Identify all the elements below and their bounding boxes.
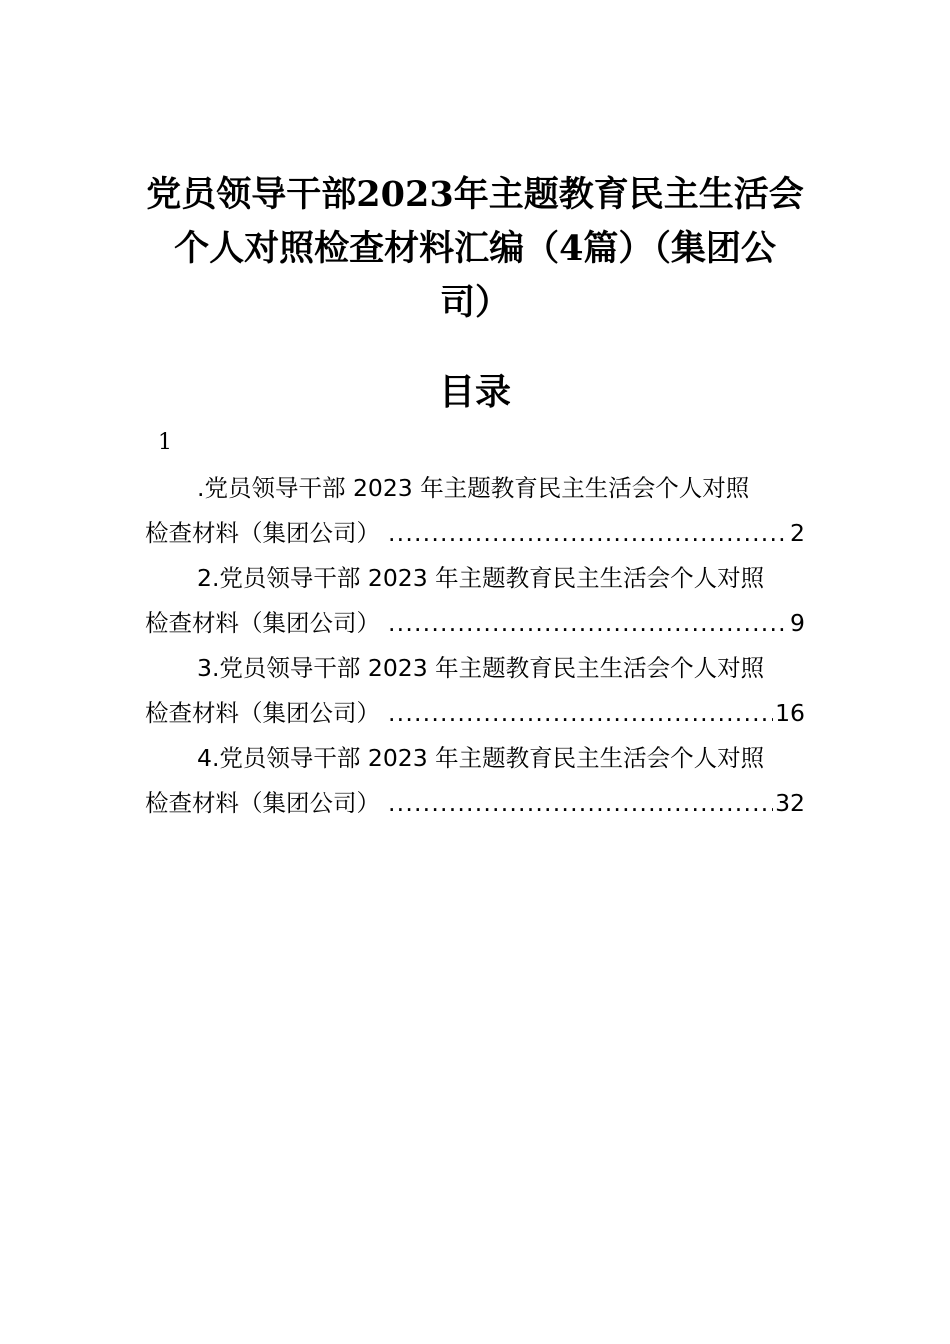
title-line-3: 司） (439, 282, 510, 323)
toc-entry-subtitle: 检查材料（集团公司） (145, 519, 380, 547)
toc-entry-4[interactable] (145, 736, 805, 826)
stray-list-number: 1 (158, 430, 172, 455)
toc-entry-title: 3.党员领导干部 2023 年主题教育民主生活会个人对照 (197, 654, 765, 682)
toc-entry-title: .党员领导干部 2023 年主题教育民主生活会个人对照 (197, 474, 750, 502)
toc-entry-1[interactable] (145, 466, 805, 556)
toc-entry-subtitle: 检查材料（集团公司） (145, 699, 380, 727)
toc-entry-continuation (145, 511, 805, 556)
toc-page-number: 9 (790, 609, 805, 637)
toc-entry-subtitle: 检查材料（集团公司） (145, 609, 380, 637)
toc-entry-continuation (145, 601, 805, 646)
toc-entry-3[interactable] (145, 646, 805, 736)
toc-page-number: 32 (775, 789, 805, 817)
document-title (130, 168, 820, 330)
toc-page-number: 2 (790, 519, 805, 547)
toc-entry-2[interactable] (145, 556, 805, 646)
title-line-1: 党员领导干部2023年主题教育民主生活会 (146, 174, 804, 215)
dot-leader (380, 781, 773, 826)
toc-page-number: 16 (775, 699, 805, 727)
toc-entry-subtitle: 检查材料（集团公司） (145, 789, 380, 817)
toc-entry-continuation (145, 691, 805, 736)
title-line-2: 个人对照检查材料汇编（4篇）（集团公 (174, 228, 776, 269)
toc-entry-title: 4.党员领导干部 2023 年主题教育民主生活会个人对照 (197, 744, 765, 772)
dot-leader (380, 691, 773, 736)
toc-entry-continuation (145, 781, 805, 826)
table-of-contents (145, 466, 805, 826)
toc-entry-title: 2.党员领导干部 2023 年主题教育民主生活会个人对照 (197, 564, 765, 592)
dot-leader (380, 511, 788, 556)
toc-heading: 目录 (438, 371, 511, 413)
dot-leader (380, 601, 788, 646)
